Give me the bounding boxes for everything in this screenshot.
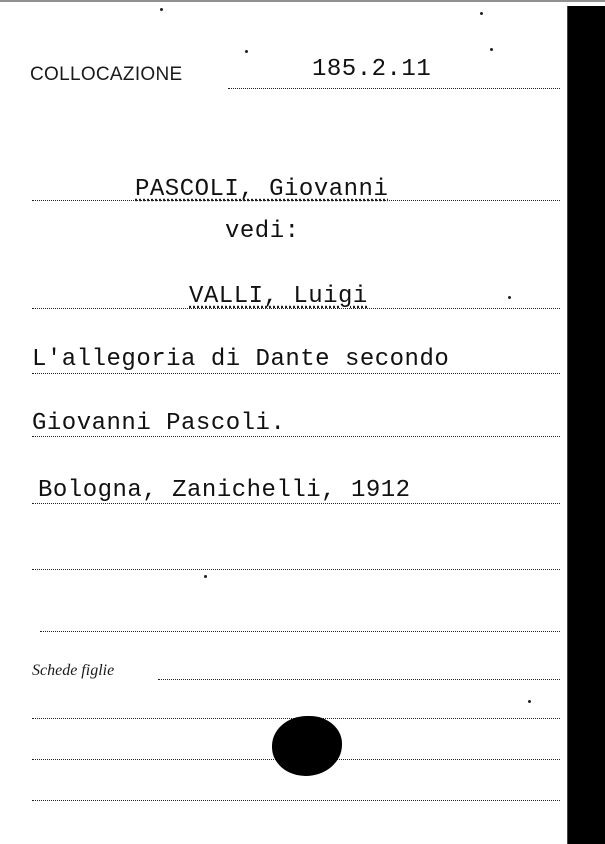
speck (160, 8, 163, 11)
heading-author: PASCOLI, Giovanni (135, 176, 389, 203)
speck (480, 12, 483, 15)
child-cards-label: Schede figlie (32, 662, 115, 679)
title-line2: Giovanni Pascoli. (32, 410, 286, 437)
see-label: vedi: (225, 218, 300, 245)
empty-rule-2 (40, 631, 560, 632)
ink-blot (272, 716, 342, 776)
card-top-edge (0, 0, 605, 8)
child-cards-rule (158, 679, 560, 680)
speck (528, 700, 531, 703)
ref-author: VALLI, Luigi (189, 283, 368, 310)
imprint: Bologna, Zanichelli, 1912 (38, 477, 411, 504)
card-right-edge (565, 6, 605, 844)
collocazione-label: COLLOCAZIONE (30, 64, 183, 85)
speck (490, 48, 493, 51)
speck (508, 296, 511, 299)
collocazione-rule (228, 88, 560, 89)
collocazione-value: 185.2.11 (312, 56, 432, 83)
card-right-border (563, 6, 568, 844)
title-line1: L'allegoria di Dante secondo (32, 346, 450, 373)
speck (245, 50, 248, 53)
child-rule-3 (32, 800, 560, 801)
empty-rule-1 (32, 569, 560, 570)
title-line1-rule (32, 373, 560, 374)
speck (204, 575, 207, 578)
